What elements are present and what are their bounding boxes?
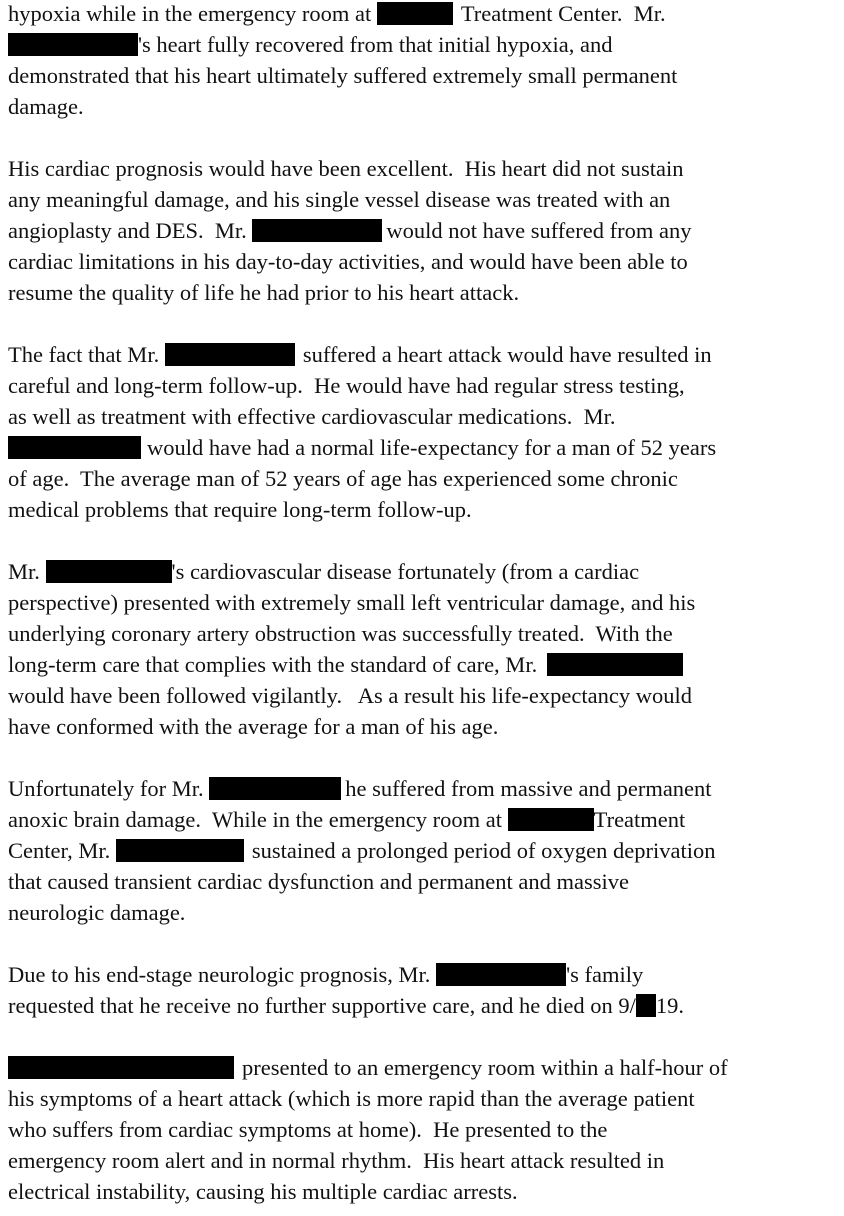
redaction-bar <box>436 963 566 986</box>
text-line: hypoxia while in the emergency room at Treatment Center. Mr. <box>8 1 666 26</box>
text-line: demonstrated that his heart ultimately suffered extremely small permanent <box>8 63 678 88</box>
text-line: resume the quality of life he had prior to his heart attack. <box>8 280 520 305</box>
text-line: 's heart fully recovered from that initial hypoxia, and <box>8 31 613 59</box>
redaction-bar <box>46 560 172 583</box>
text-line: careful and long-term follow-up. He would have had regular stress testing, <box>8 373 685 398</box>
text-line: electrical instability, causing his multiple cardiac arrests. <box>8 1179 518 1204</box>
redaction-bar <box>508 808 594 831</box>
text-line: as well as treatment with effective cardiovascular medications. Mr. <box>8 404 616 429</box>
text-line: would have had a normal life-expectancy for a man of 52 years <box>8 434 716 462</box>
text-line: Center, Mr. sustained a prolonged period of oxygen deprivation <box>8 838 716 863</box>
text-line: emergency room alert and in normal rhythm. His heart attack resulted in <box>8 1148 665 1173</box>
text-line: any meaningful damage, and his single vessel disease was treated with an <box>8 187 671 212</box>
text-line: underlying coronary artery obstruction was successfully treated. With the <box>8 621 673 646</box>
text-line: Mr. 's cardiovascular disease fortunately (from a cardiac <box>8 559 640 584</box>
text-line: Due to his end-stage neurologic prognosis, Mr. 's family <box>8 962 644 987</box>
redaction-bar <box>8 33 138 56</box>
text-line: damage. <box>8 94 84 119</box>
text-line: medical problems that require long-term follow-up. <box>8 497 472 522</box>
text-line: His cardiac prognosis would have been excellent. His heart did not sustain <box>8 156 684 181</box>
text-line: angioplasty and DES. Mr. would not have suffered from any <box>8 218 692 243</box>
text-line: would have been followed vigilantly. As a result his life-expectancy would <box>8 683 692 708</box>
redaction-bar <box>252 219 382 242</box>
text-line: anoxic brain damage. While in the emergency room at Treatment <box>8 807 686 832</box>
redaction-bar <box>377 2 453 25</box>
text-line: his symptoms of a heart attack (which is more rapid than the average patient <box>8 1086 695 1111</box>
redaction-bar <box>165 343 295 366</box>
redaction-bar <box>116 839 244 862</box>
text-line: presented to an emergency room within a half-hour of <box>8 1054 728 1082</box>
redaction-bar <box>547 653 683 676</box>
text-line: perspective) presented with extremely small left ventricular damage, and his <box>8 590 696 615</box>
text-line: Unfortunately for Mr. he suffered from massive and permanent <box>8 776 712 801</box>
redaction-bar <box>8 1056 234 1079</box>
redaction-bar <box>209 777 341 800</box>
text-line: of age. The average man of 52 years of age has experienced some chronic <box>8 466 678 491</box>
text-line: neurologic damage. <box>8 900 186 925</box>
text-line: The fact that Mr. suffered a heart attack would have resulted in <box>8 342 712 367</box>
redaction-bar <box>636 994 656 1017</box>
text-line: that caused transient cardiac dysfunction and permanent and massive <box>8 869 630 894</box>
redaction-bar <box>8 436 141 459</box>
text-line: who suffers from cardiac symptoms at home). He presented to the <box>8 1117 608 1142</box>
text-line: have conformed with the average for a man of his age. <box>8 714 499 739</box>
text-line: long-term care that complies with the standard of care, Mr. <box>8 651 683 679</box>
text-line: cardiac limitations in his day-to-day activities, and would have been able to <box>8 249 688 274</box>
text-line: requested that he receive no further supportive care, and he died on 9/ 19. <box>8 993 684 1018</box>
